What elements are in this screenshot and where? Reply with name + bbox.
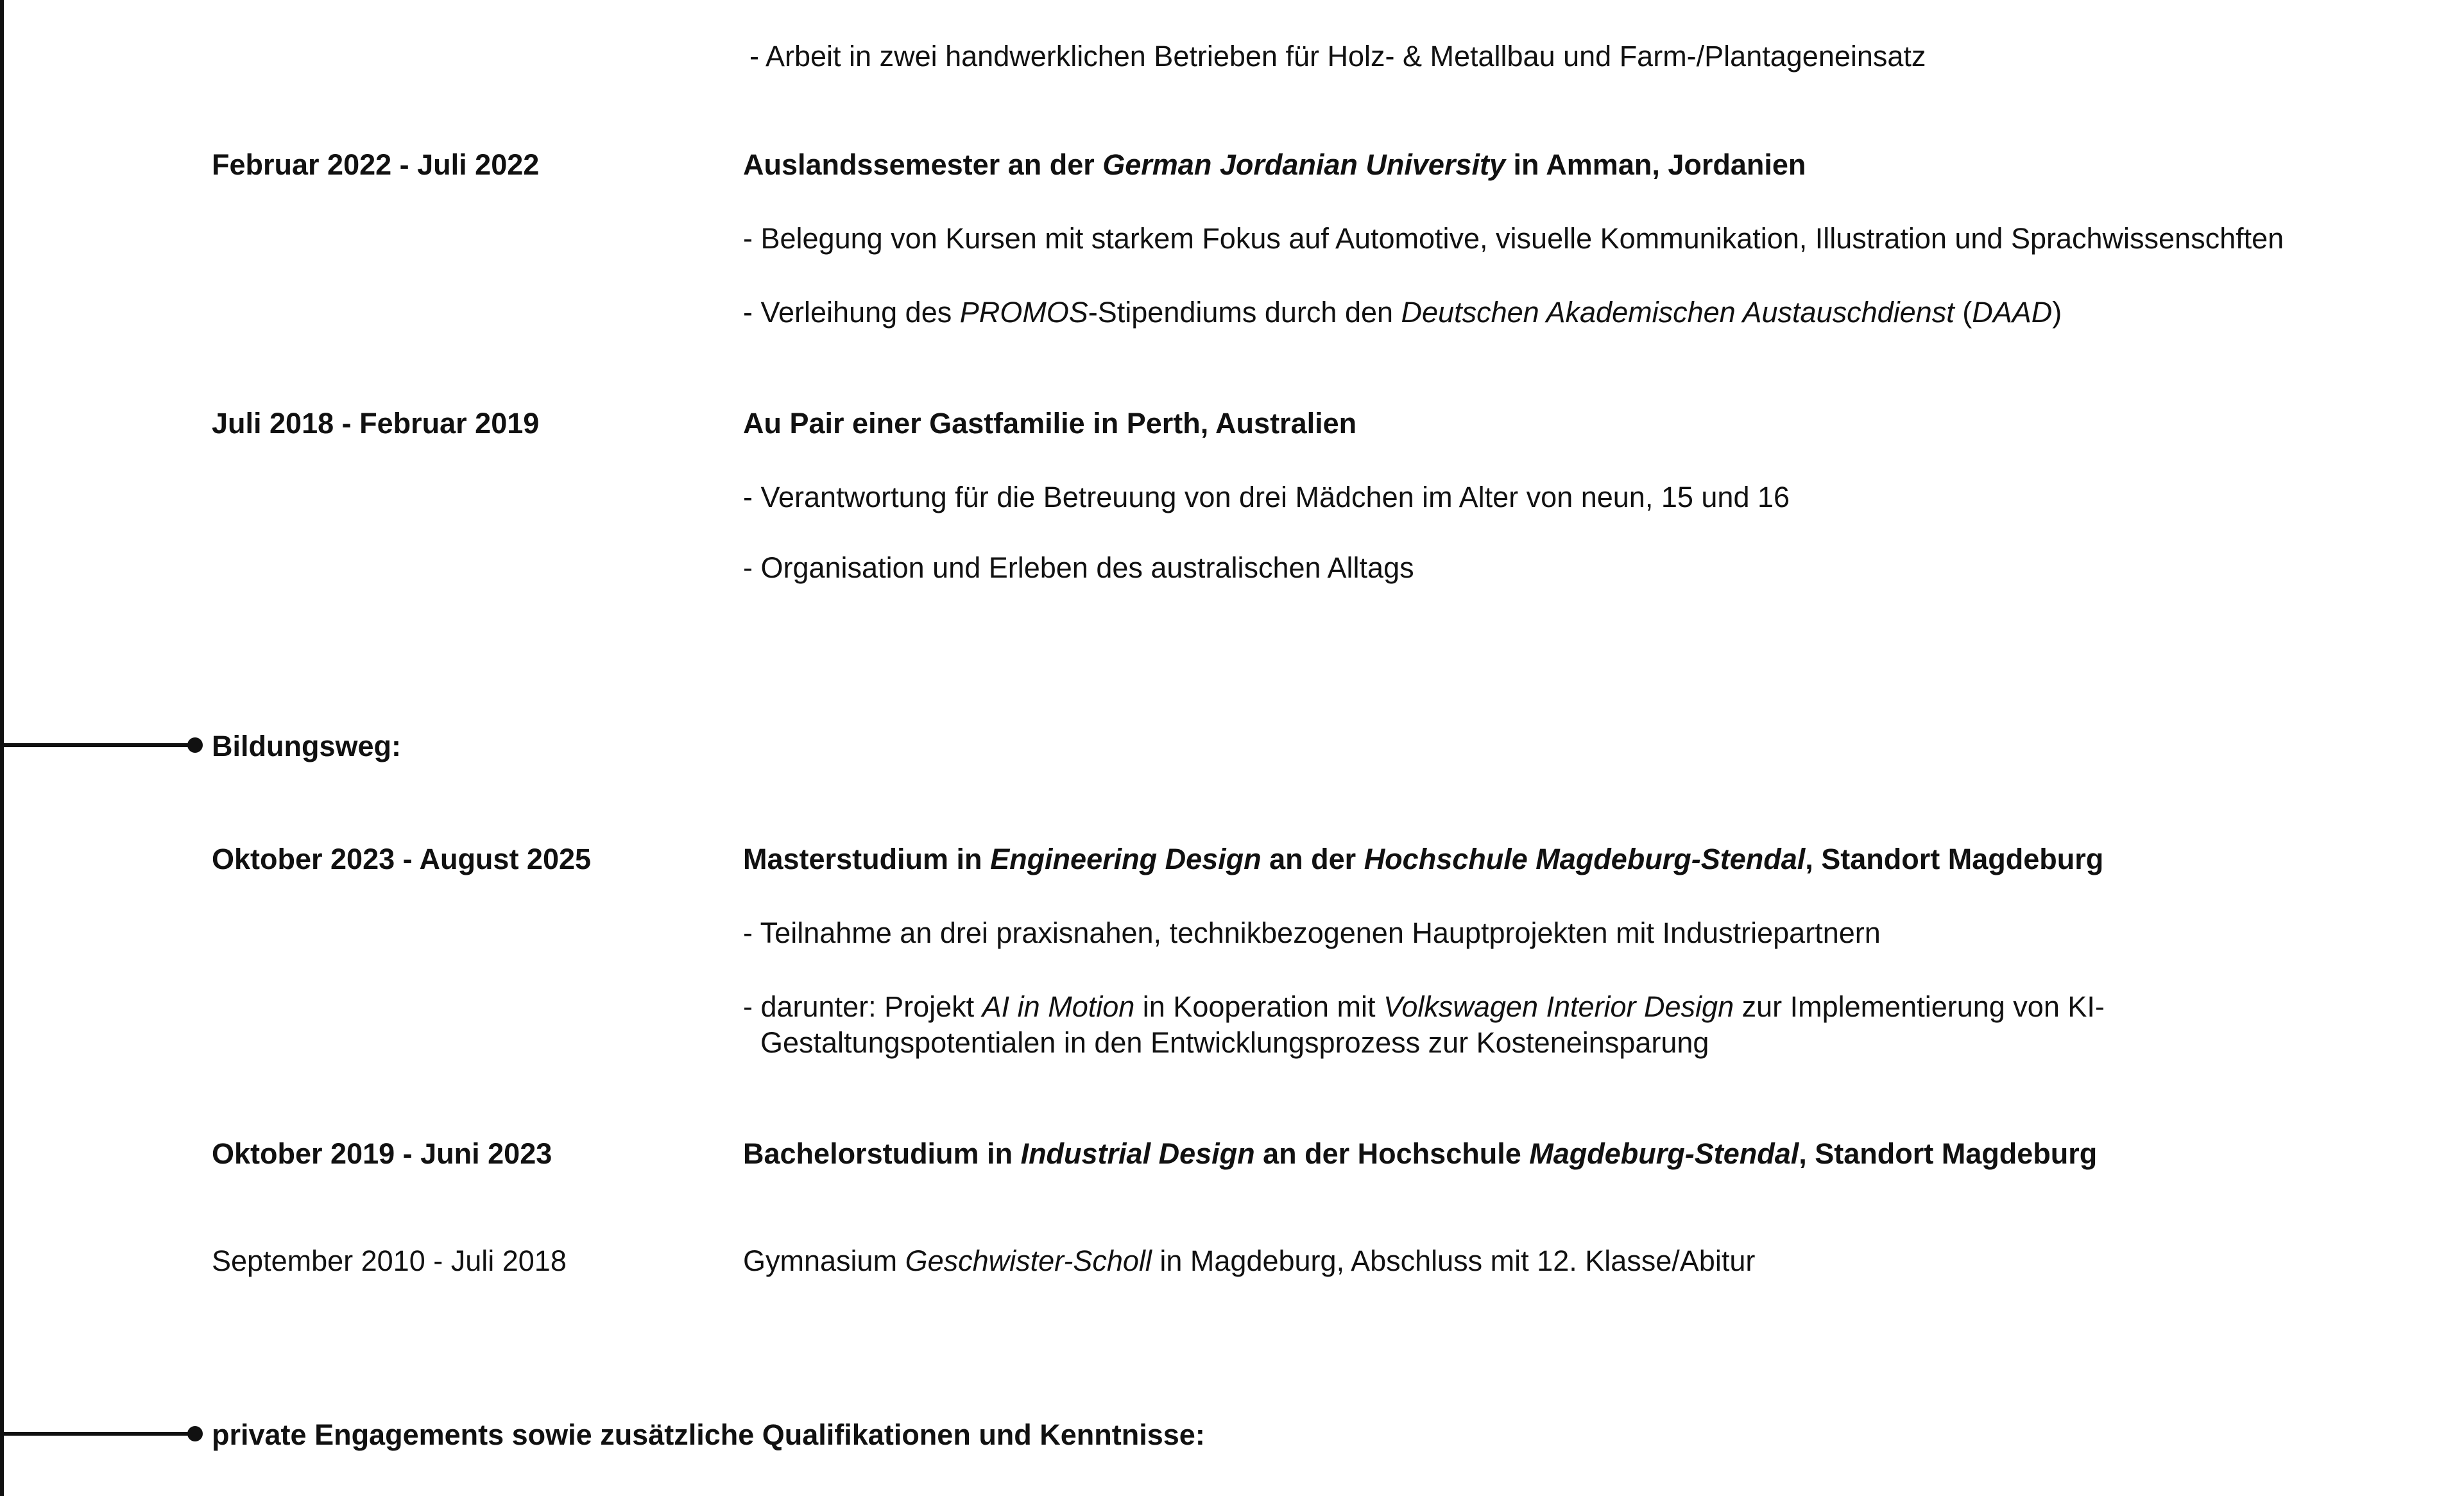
entry-text: Gymnasium Geschwister-Scholl in Magdeburg, Abschluss mit 12. Klasse/Abitur <box>743 1244 1756 1277</box>
entry-bullet: - Organisation und Erleben des australischen Alltags <box>743 551 1414 584</box>
entry-title: Masterstudium in Engineering Design an der Hochschule Magdeburg-Stendal, Standort Magdeburg <box>743 843 2104 875</box>
section-heading-education: Bildungsweg: <box>212 730 401 762</box>
entry-bullet: - darunter: Projekt AI in Motion in Kooperation mit Volkswagen Interior Design zur Implementierung von KI- <box>743 990 2105 1023</box>
timeline-dot-education <box>187 737 203 753</box>
timeline-connector-engagements <box>0 1432 193 1436</box>
timeline-connector-education <box>0 743 193 747</box>
experience-top-item: - Arbeit in zwei handwerklichen Betrieben für Holz- & Metallbau und Farm-/Plantageneinsatz <box>749 40 1926 73</box>
entry-title: Auslandssemester an der German Jordanian University in Amman, Jordanien <box>743 148 1806 181</box>
entry-bullet: - Belegung von Kursen mit starkem Fokus auf Automotive, visuelle Kommunikation, Illustration und Sprachwissenschften <box>743 222 2284 255</box>
entry-bullet: - Teilnahme an drei praxisnahen, technikbezogenen Hauptprojekten mit Industriepartnern <box>743 916 1881 949</box>
entry-date: Juli 2018 - Februar 2019 <box>212 407 540 440</box>
entry-title: Au Pair einer Gastfamilie in Perth, Australien <box>743 407 1357 440</box>
entry-bullet-continuation: Gestaltungspotentialen in den Entwicklungsprozess zur Kosteneinsparung <box>760 1026 1709 1059</box>
entry-date: Oktober 2023 - August 2025 <box>212 843 592 875</box>
entry-date: Oktober 2019 - Juni 2023 <box>212 1137 552 1170</box>
entry-bullet: - Verleihung des PROMOS-Stipendiums durch den Deutschen Akademischen Austauschdienst (DAAD) <box>743 296 2062 329</box>
timeline-vertical-line <box>0 0 4 1496</box>
timeline-dot-engagements <box>187 1426 203 1441</box>
entry-date: September 2010 - Juli 2018 <box>212 1244 567 1277</box>
entry-bullet: - Verantwortung für die Betreuung von drei Mädchen im Alter von neun, 15 und 16 <box>743 481 1790 513</box>
entry-date: Februar 2022 - Juli 2022 <box>212 148 540 181</box>
entry-title: Bachelorstudium in Industrial Design an der Hochschule Magdeburg-Stendal, Standort Magdeburg <box>743 1137 2098 1170</box>
section-heading-engagements: private Engagements sowie zusätzliche Qualifikationen und Kenntnisse: <box>212 1418 1205 1451</box>
